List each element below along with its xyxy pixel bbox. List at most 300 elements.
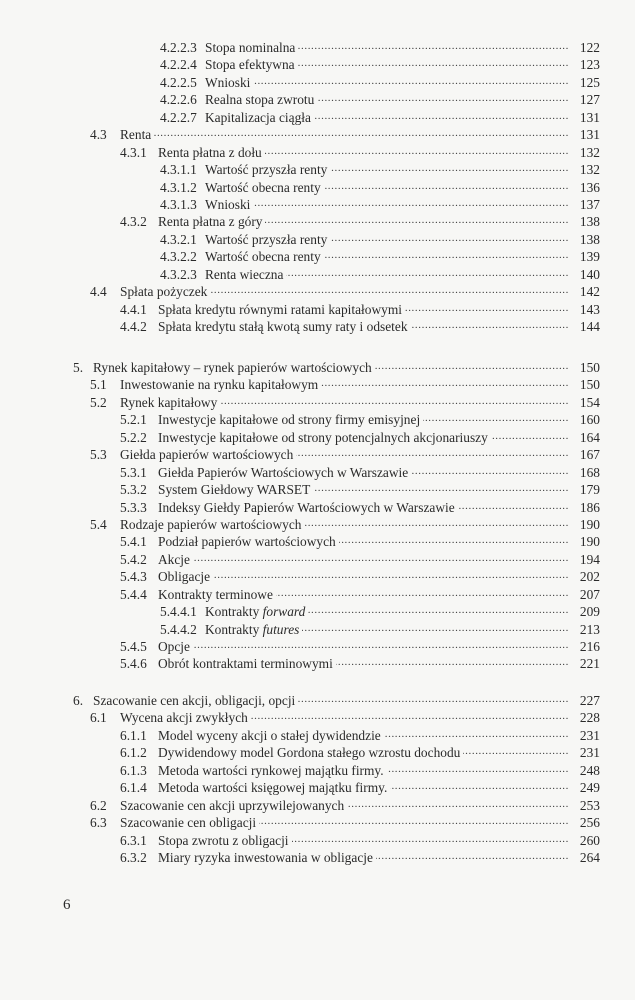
dot-leader xyxy=(423,411,569,428)
toc-entry-number: 4.3.2.1 xyxy=(160,231,197,247)
toc-entry-title xyxy=(158,301,405,318)
toc-entry-body xyxy=(205,109,569,126)
toc-entry-number: 5.4 xyxy=(90,516,107,532)
toc-entry-page: 127 xyxy=(579,92,600,108)
toc-entry-title-text: Kontrakty xyxy=(205,621,263,637)
toc-entry-page: 138 xyxy=(579,214,600,230)
toc-entry-page: 150 xyxy=(579,360,600,375)
toc-entry-title-text: Metoda wartości rynkowej majątku firmy. xyxy=(158,762,384,778)
dot-leader xyxy=(265,144,569,161)
toc-entry-title-text: Wartość przyszła renty xyxy=(205,162,328,178)
toc-entry-number: 5.4.2 xyxy=(120,551,147,567)
toc-entry-number: 5.4.4.2 xyxy=(160,621,197,637)
toc-entry-page: 164 xyxy=(579,429,600,445)
toc-entry-title xyxy=(93,692,298,709)
toc-entry-page: 154 xyxy=(579,394,600,410)
toc-entry-title xyxy=(205,179,324,196)
toc-entry-page: 260 xyxy=(579,832,600,848)
toc-entry-page: 194 xyxy=(579,551,600,567)
dot-leader xyxy=(390,779,569,796)
toc-entry-page: 190 xyxy=(579,534,600,550)
toc-entry-number: 6.1.2 xyxy=(120,745,147,761)
toc-entry-page: 264 xyxy=(579,849,600,865)
toc-entry-page: 213 xyxy=(579,621,600,637)
toc-entry-body xyxy=(120,283,569,300)
toc-entry-number: 5.2.2 xyxy=(120,429,147,445)
toc-entry-page: 248 xyxy=(579,762,600,778)
toc-entry-body xyxy=(205,179,569,196)
toc-entry-body xyxy=(205,39,569,56)
dot-leader xyxy=(276,586,569,603)
toc-entry-title-text: Rynek kapitałowy xyxy=(120,394,218,410)
toc-entry-title xyxy=(158,638,193,655)
toc-entry-title xyxy=(205,109,314,126)
toc-entry-page: 136 xyxy=(579,179,600,195)
toc-entry-body xyxy=(158,568,569,585)
toc-entry-title xyxy=(120,446,296,463)
toc-entry-title xyxy=(158,411,423,428)
toc-entry-body xyxy=(158,144,569,161)
toc-entry-page: 144 xyxy=(579,319,600,334)
toc-entry xyxy=(0,832,635,849)
toc-entry-body xyxy=(120,814,569,831)
toc-entry-title xyxy=(158,481,313,498)
toc-entry-title xyxy=(158,568,213,585)
toc-entry-body xyxy=(120,797,569,814)
toc-entry-number: 4.3.1.3 xyxy=(160,196,197,212)
toc-entry-title xyxy=(158,832,292,849)
toc-entry xyxy=(0,301,635,318)
dot-leader xyxy=(193,551,569,568)
dot-leader xyxy=(259,814,569,831)
dot-leader xyxy=(458,499,569,516)
dot-leader xyxy=(491,429,569,446)
toc-entry-body xyxy=(158,727,569,744)
toc-entry-title xyxy=(205,39,298,56)
toc-entry-body xyxy=(158,638,569,655)
toc-entry-number: 6.1.4 xyxy=(120,780,147,796)
toc-entry xyxy=(0,849,635,866)
toc-entry-body xyxy=(120,516,569,533)
toc-entry-title xyxy=(120,283,210,300)
toc-entry-body xyxy=(158,533,569,550)
toc-entry-number: 5.4.6 xyxy=(120,656,147,672)
toc-entry-page: 140 xyxy=(579,266,600,282)
dot-leader xyxy=(405,301,569,318)
toc-entry-title-text: Wartość obecna renty xyxy=(205,249,321,265)
toc-entry-number: 5.4.4.1 xyxy=(160,604,197,620)
toc-entry-page: 228 xyxy=(579,710,600,726)
toc-entry-title-text: Wnioski xyxy=(205,74,251,90)
toc-entry-title xyxy=(205,266,286,283)
toc-entry-title-text: Akcje xyxy=(158,551,190,567)
toc-entry xyxy=(0,638,635,655)
toc-entry-page: 132 xyxy=(579,162,600,178)
toc-entry-number: 6.3.2 xyxy=(120,849,147,865)
toc-entry xyxy=(0,655,635,672)
toc-entry-body xyxy=(205,196,569,213)
toc-entry-number: 4.2.2.5 xyxy=(160,74,197,90)
toc-entry xyxy=(0,499,635,516)
toc-entry-number: 4.4.2 xyxy=(120,319,147,334)
toc-entry-title-text: Miary ryzyka inwestowania w obligacje xyxy=(158,849,373,865)
toc-entry-title xyxy=(158,744,463,761)
toc-entry xyxy=(0,411,635,428)
toc-entry-title-text: Wartość obecna renty xyxy=(205,179,321,195)
toc-entry-number: 5.2 xyxy=(90,394,107,410)
toc-entry-title xyxy=(120,376,321,393)
toc-entry-page: 207 xyxy=(579,586,600,602)
toc-entry-body xyxy=(120,126,569,143)
toc-entry-title xyxy=(205,161,330,178)
toc-entry-title-text: Szacowanie cen akcji, obligacji, opcji xyxy=(93,693,296,708)
toc-entry-title-text: Rodzaje papierów wartościowych xyxy=(120,516,302,532)
dot-leader xyxy=(253,196,569,213)
toc-entry xyxy=(0,603,635,620)
toc-entry-title-text: Wycena akcji zwykłych xyxy=(120,710,248,726)
dot-leader xyxy=(298,39,569,56)
toc-entry-page: 123 xyxy=(579,57,600,73)
toc-entry-body xyxy=(158,849,569,866)
toc-entry-page: 186 xyxy=(579,499,600,515)
toc-entry-number: 5.4.4 xyxy=(120,586,147,602)
toc-entry-title-text: Renta wieczna xyxy=(205,266,284,282)
toc-entry-number: 5. xyxy=(73,360,84,375)
dot-leader xyxy=(298,56,569,73)
toc-entry-number: 4.4 xyxy=(90,284,107,300)
dot-leader xyxy=(317,91,569,108)
toc-entry-title xyxy=(205,196,253,213)
toc-entry xyxy=(0,109,635,126)
toc-entry-body xyxy=(158,318,569,335)
dot-leader xyxy=(296,446,569,463)
toc-entry xyxy=(0,144,635,161)
toc-entry-page: 150 xyxy=(579,377,600,393)
toc-entry xyxy=(0,394,635,411)
toc-entry-number: 4.3.2.3 xyxy=(160,266,197,282)
dot-leader xyxy=(154,126,569,143)
toc-entry xyxy=(0,283,635,300)
toc-entry-number: 6. xyxy=(73,693,84,708)
toc-entry-page: 209 xyxy=(579,604,600,620)
toc-entry xyxy=(0,179,635,196)
dot-leader xyxy=(213,568,569,585)
toc-entry-title-text: Renta płatna z góry xyxy=(158,214,263,230)
toc-entry xyxy=(0,481,635,498)
toc-entry-body xyxy=(158,481,569,498)
toc-entry-title xyxy=(205,74,253,91)
dot-leader xyxy=(308,603,569,620)
dot-leader xyxy=(314,109,569,126)
toc-entry xyxy=(0,533,635,550)
dot-leader xyxy=(336,655,569,672)
toc-entry xyxy=(0,231,635,248)
toc-entry-title-text: Kapitalizacja ciągła xyxy=(205,109,311,125)
toc-entry-title-text: Obrót kontraktami terminowymi xyxy=(158,656,333,672)
toc-entry-title xyxy=(158,762,387,779)
toc-entry-body xyxy=(158,464,569,481)
toc-entry-page: 167 xyxy=(579,447,600,463)
toc-entry-title xyxy=(205,56,298,73)
toc-entry-number: 5.4.3 xyxy=(120,569,147,585)
toc-entry-page: 137 xyxy=(579,196,600,212)
dot-leader xyxy=(253,74,569,91)
toc-entry-number: 4.4.1 xyxy=(120,301,147,317)
toc-entry xyxy=(0,429,635,446)
toc-entry-page: 131 xyxy=(579,109,600,125)
toc-entry-title xyxy=(120,516,304,533)
toc-entry-page: 227 xyxy=(579,693,600,708)
toc-entry-body xyxy=(120,394,569,411)
toc-entry-body xyxy=(158,551,569,568)
toc-entry xyxy=(0,464,635,481)
dot-leader xyxy=(251,709,569,726)
toc-entry-page: 132 xyxy=(579,144,600,160)
toc-entry-body xyxy=(158,744,569,761)
toc-entry-page: 168 xyxy=(579,464,600,480)
toc-entry-title-text: Stopa nominalna xyxy=(205,40,296,55)
toc-entry-page: 221 xyxy=(579,656,600,672)
toc-entry xyxy=(0,213,635,230)
toc-entry-number: 4.2.2.3 xyxy=(160,40,197,55)
toc-entry-title-text: Inwestycje kapitałowe od strony firmy emisyjnej xyxy=(158,412,421,428)
toc-entry xyxy=(0,744,635,761)
dot-leader xyxy=(286,266,569,283)
toc-entry-number: 5.1 xyxy=(90,377,107,393)
toc-entry-title-text: Opcje xyxy=(158,639,190,654)
dot-leader xyxy=(411,318,569,335)
toc-entry-title-text: Spłata pożyczek xyxy=(120,284,208,300)
toc-entry-title-text: Obligacje xyxy=(158,569,211,585)
dot-leader xyxy=(313,481,569,498)
toc-entry-body xyxy=(93,692,569,709)
toc-entry-title-text: Wnioski xyxy=(205,196,251,212)
toc-entry-number: 5.2.1 xyxy=(120,412,147,428)
toc-entry-page: 202 xyxy=(579,569,600,585)
toc-entry-title xyxy=(158,849,376,866)
toc-entry-body xyxy=(205,91,569,108)
toc-entry xyxy=(0,161,635,178)
toc-entry xyxy=(0,568,635,585)
toc-entry xyxy=(0,39,635,56)
dot-leader xyxy=(463,744,569,761)
toc-entry-body xyxy=(158,586,569,603)
toc-entry-title-text: Stopa efektywna xyxy=(205,57,295,73)
dot-leader xyxy=(302,621,569,638)
toc-entry-number: 6.1.3 xyxy=(120,762,147,778)
toc-entry-title xyxy=(205,248,324,265)
toc-entry-page: 142 xyxy=(579,284,600,300)
toc-entry-body xyxy=(158,301,569,318)
toc-entry-page: 125 xyxy=(579,74,600,90)
toc-entry-number: 5.4.5 xyxy=(120,639,147,654)
toc-entry-title-text: Dywidendowy model Gordona stałego wzrostu dochodu xyxy=(158,745,461,761)
toc-entry-number: 6.2 xyxy=(90,797,107,813)
toc-entry-body xyxy=(205,603,569,620)
toc-entry xyxy=(0,266,635,283)
toc-entry-number: 4.3.2.2 xyxy=(160,249,197,265)
toc-entry-title-text: Podział papierów wartościowych xyxy=(158,534,336,550)
toc-entry-body xyxy=(158,499,569,516)
toc-entry-body xyxy=(205,266,569,283)
toc-entry-title-text: Giełda papierów wartościowych xyxy=(120,447,294,463)
toc-entry-title-text: Spłata kredytu stałą kwotą sumy raty i odsetek xyxy=(158,319,408,334)
dot-leader xyxy=(210,283,569,300)
dot-leader xyxy=(411,464,569,481)
toc-entry xyxy=(0,551,635,568)
toc-entry-page: 256 xyxy=(579,815,600,831)
toc-entry-number: 5.4.1 xyxy=(120,534,147,550)
toc-entry xyxy=(0,446,635,463)
toc-entry-title xyxy=(205,603,308,620)
toc-entry-number: 4.3 xyxy=(90,127,107,143)
toc-entry xyxy=(0,126,635,143)
toc-entry-title-text: Renta płatna z dołu xyxy=(158,144,262,160)
toc-entry-number: 4.3.2 xyxy=(120,214,147,230)
toc-entry-title xyxy=(158,318,411,335)
toc-entry-title xyxy=(158,586,276,603)
toc-entry-page: 249 xyxy=(579,780,600,796)
toc-entry-title xyxy=(120,126,154,143)
toc-entry-title-text: Model wyceny akcji o stałej dywidendzie xyxy=(158,727,381,743)
toc-entry-title xyxy=(120,394,220,411)
toc-entry xyxy=(0,196,635,213)
toc-entry-page: 139 xyxy=(579,249,600,265)
toc-entry-body xyxy=(205,231,569,248)
toc-entry-number: 6.3 xyxy=(90,815,107,831)
toc-entry-title-text: Inwestowanie na rynku kapitałowym xyxy=(120,377,319,393)
toc-entry-body xyxy=(120,709,569,726)
toc-entry-title-text: Wartość przyszła renty xyxy=(205,231,328,247)
toc-entry-page: 131 xyxy=(579,127,600,143)
toc-entry-title-text: System Giełdowy WARSET xyxy=(158,482,311,498)
toc-entry-title xyxy=(93,359,375,376)
toc-entry-title xyxy=(158,499,458,516)
toc-entry-title xyxy=(158,779,390,796)
toc-entry-title xyxy=(205,231,330,248)
toc-entry xyxy=(0,359,635,376)
toc-entry-body xyxy=(205,621,569,638)
toc-entry-number: 6.1 xyxy=(90,710,107,726)
toc-entry-title-text: Kontrakty xyxy=(205,604,263,620)
toc-entry-title xyxy=(158,655,336,672)
dot-leader xyxy=(347,797,569,814)
toc-entry-body xyxy=(205,248,569,265)
toc-entry-title-italic: forward xyxy=(262,604,306,620)
toc-entry xyxy=(0,56,635,73)
toc-entry-title xyxy=(158,533,339,550)
toc-entry-title xyxy=(205,91,317,108)
toc-entry-title-text: Kontrakty terminowe xyxy=(158,586,273,602)
toc-entry-body xyxy=(205,161,569,178)
toc-entry-body xyxy=(158,832,569,849)
toc-entry-title-text: Spłata kredytu równymi ratami kapitałowymi xyxy=(158,301,402,317)
toc-entry xyxy=(0,621,635,638)
toc-entry-number: 6.3.1 xyxy=(120,832,147,848)
dot-leader xyxy=(292,832,569,849)
toc-entry xyxy=(0,516,635,533)
toc-entry-title-text: Szacowanie cen akcji uprzywilejowanych xyxy=(120,797,345,813)
dot-leader xyxy=(375,359,569,376)
toc-entry xyxy=(0,762,635,779)
dot-leader xyxy=(387,762,569,779)
toc-entry xyxy=(0,91,635,108)
toc-entry-page: 231 xyxy=(579,727,600,743)
toc-entry-title xyxy=(158,144,265,161)
toc-entry xyxy=(0,797,635,814)
toc-entry-page: 231 xyxy=(579,745,600,761)
toc-entry-title-text: Realna stopa zwrotu xyxy=(205,92,315,108)
toc-entry-title-text: Giełda Papierów Wartościowych w Warszawie xyxy=(158,464,409,480)
toc-entry xyxy=(0,586,635,603)
toc-entry-body xyxy=(120,376,569,393)
toc-entry-title-italic: futures xyxy=(262,621,300,637)
toc-entry-title-text: Indeksy Giełdy Papierów Wartościowych w Warszawie xyxy=(158,499,455,515)
dot-leader xyxy=(193,638,569,655)
toc-entry-page: 143 xyxy=(579,301,600,317)
toc-entry-number: 5.3.3 xyxy=(120,499,147,515)
toc-entry xyxy=(0,814,635,831)
toc-entry-number: 5.3 xyxy=(90,447,107,463)
toc-entry-body xyxy=(93,359,569,376)
toc-entry-title xyxy=(120,814,259,831)
toc-entry xyxy=(0,709,635,726)
toc-entry-number: 4.2.2.4 xyxy=(160,57,197,73)
toc-entry-number: 5.3.1 xyxy=(120,464,147,480)
toc-entry-body xyxy=(205,56,569,73)
toc-entry-body xyxy=(158,762,569,779)
toc-entry-page: 122 xyxy=(579,40,600,55)
toc-entry-page: 253 xyxy=(579,797,600,813)
toc-entry-body xyxy=(158,429,569,446)
toc-entry xyxy=(0,74,635,91)
toc-section-chapter-4-continued xyxy=(0,39,635,335)
dot-leader xyxy=(321,376,569,393)
toc-entry-page: 216 xyxy=(579,639,600,654)
toc-entry-body xyxy=(158,411,569,428)
toc-entry-number: 4.2.2.7 xyxy=(160,109,197,125)
dot-leader xyxy=(324,248,569,265)
toc-entry-title-text: Inwestycje kapitałowe od strony potencjalnych akcjonariuszy xyxy=(158,429,488,445)
dot-leader xyxy=(376,849,569,866)
dot-leader xyxy=(384,727,569,744)
toc-entry-title xyxy=(120,709,251,726)
toc-entry xyxy=(0,318,635,335)
toc-entry-page: 190 xyxy=(579,516,600,532)
toc-entry-title xyxy=(120,797,347,814)
toc-section-chapter-5 xyxy=(0,359,635,673)
toc-entry-number: 4.2.2.6 xyxy=(160,92,197,108)
toc-entry-body xyxy=(120,446,569,463)
toc-entry xyxy=(0,692,635,709)
toc-entry-title xyxy=(158,429,491,446)
toc-entry-title-text: Stopa zwrotu z obligacji xyxy=(158,832,289,848)
toc-entry-number: 5.3.2 xyxy=(120,482,147,498)
toc-entry-page: 160 xyxy=(579,412,600,428)
toc-entry-page: 179 xyxy=(579,482,600,498)
dot-leader xyxy=(330,161,569,178)
toc-entry-title xyxy=(158,464,411,481)
toc-entry-body xyxy=(158,213,569,230)
toc-entry-body xyxy=(205,74,569,91)
toc-entry xyxy=(0,248,635,265)
toc-entry-title-text: Szacowanie cen obligacji xyxy=(120,815,257,831)
toc-entry xyxy=(0,779,635,796)
toc-entry-title xyxy=(158,727,384,744)
dot-leader xyxy=(330,231,569,248)
dot-leader xyxy=(220,394,569,411)
dot-leader xyxy=(265,213,569,230)
